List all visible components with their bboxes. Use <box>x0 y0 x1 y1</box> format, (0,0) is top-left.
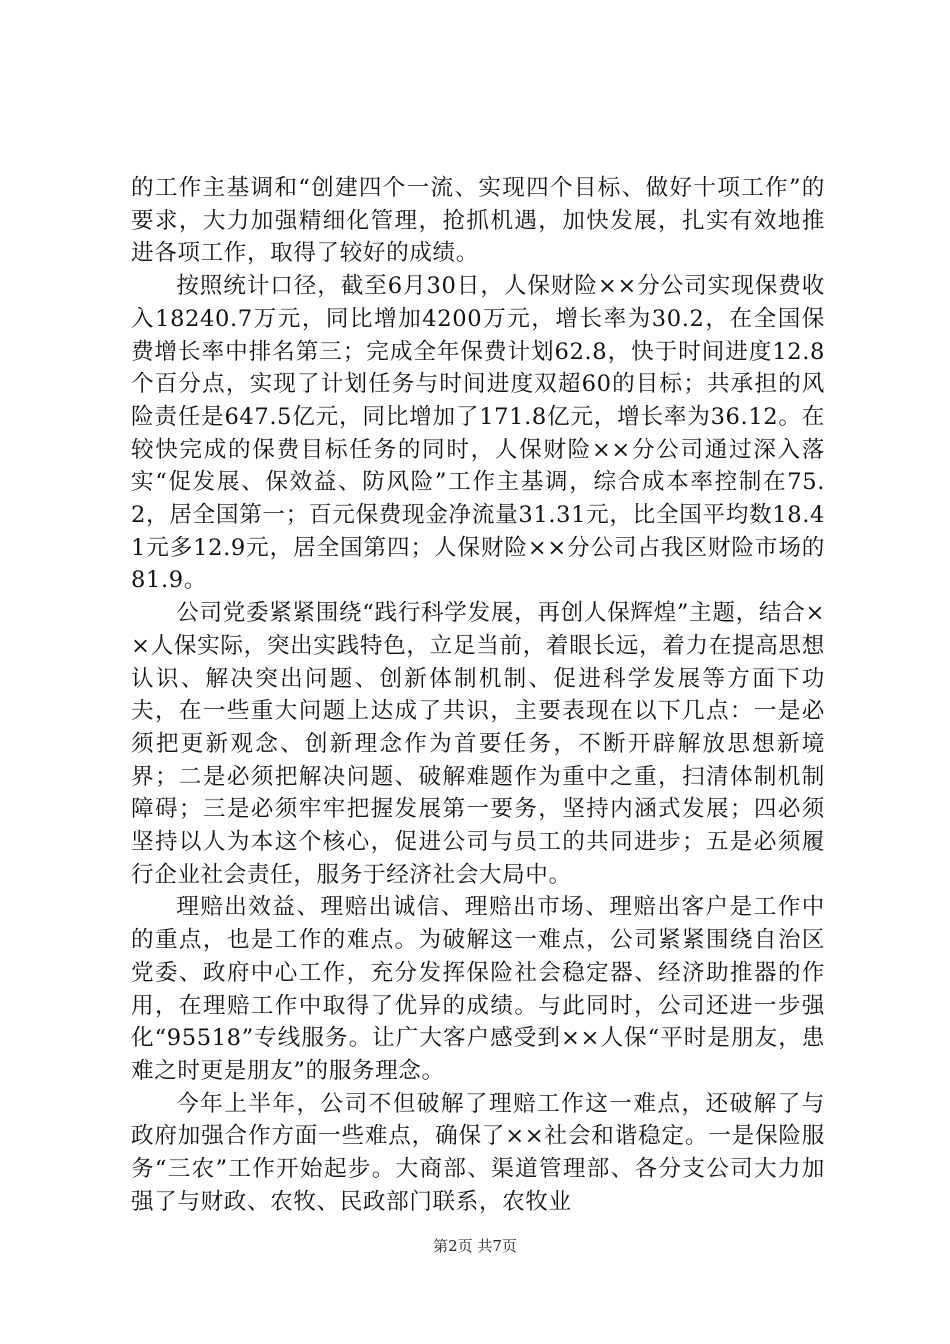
page-number-footer: 第2页 共7页 <box>433 1237 517 1255</box>
body-text <box>131 172 825 1219</box>
paragraph-party-committee: 公司党委紧紧围绕“践行科学发展，再创人保辉煌”主题，结合××人保实际，突出实践特色，立足当前，着眼长远，着力在提高思想认识、解决突出问题、创新体制机制、促进科学发展等方面下功夫，在一些重大问题上达成了共识，主要表现在以下几点：一是必须把更新观念、创新理念作为首要任务，不断开辟解放思想新境界；二是必须把解决问题、破解难题作为重中之重，扫清体制机制障碍；三是必须牢牢把握发展第一要务，坚持内涵式发展；四必须坚持以人为本这个核心，促进公司与员工的共同进步；五是必须履行企业社会责任，服务于经济社会大局中。 <box>131 600 825 888</box>
paragraph-continuation: 的工作主基调和“创建四个一流、实现四个目标、做好十项工作”的要求，大力加强精细化管理，抢抓机遇，加快发展，扎实有效地推进各项工作，取得了较好的成绩。 <box>131 175 825 267</box>
paragraph-premium-statistics: 按照统计口径，截至6月30日，人保财险××分公司实现保费收入18240.7万元，同比增加4200万元，增长率为30.2，在全国保费增长率中排名第三；完成全年保费计划62.8，快于时间进度12.8个百分点，实现了计划任务与时间进度双超60的目标；共承担的风险责任是647.5亿元，同比增加了171.8亿元，增长率为36.12。在较快完成的保费目标任务的同时，人保财险××分公司通过深入落实“促发展、保效益、防风险”工作主基调，综合成本率控制在75.2，居全国第一；百元保费现金净流量31.31元，比全国平均数18.41元多12.9元，居全国第四；人保财险××分公司占我区财险市场的81.9。 <box>131 273 825 594</box>
paragraph-first-half-year: 今年上半年，公司不但破解了理赔工作这一难点，还破解了与政府加强合作方面一些难点，确保了××社会和谐稳定。一是保险服务“三农”工作开始起步。大商部、渠道管理部、各分支公司大力加强了与财政、农牧、民政部门联系，农牧业 <box>131 1090 825 1215</box>
paragraph-claims-service: 理赔出效益、理赔出诚信、理赔出市场、理赔出客户是工作中的重点，也是工作的难点。为破解这一难点，公司紧紧围绕自治区党委、政府中心工作，充分发挥保险社会稳定器、经济助推器的作用，在理赔工作中取得了优异的成绩。与此同时，公司还进一步强化“95518”专线服务。让广大客户感受到××人保“平时是朋友，患难之时更是朋友”的服务理念。 <box>131 894 825 1084</box>
